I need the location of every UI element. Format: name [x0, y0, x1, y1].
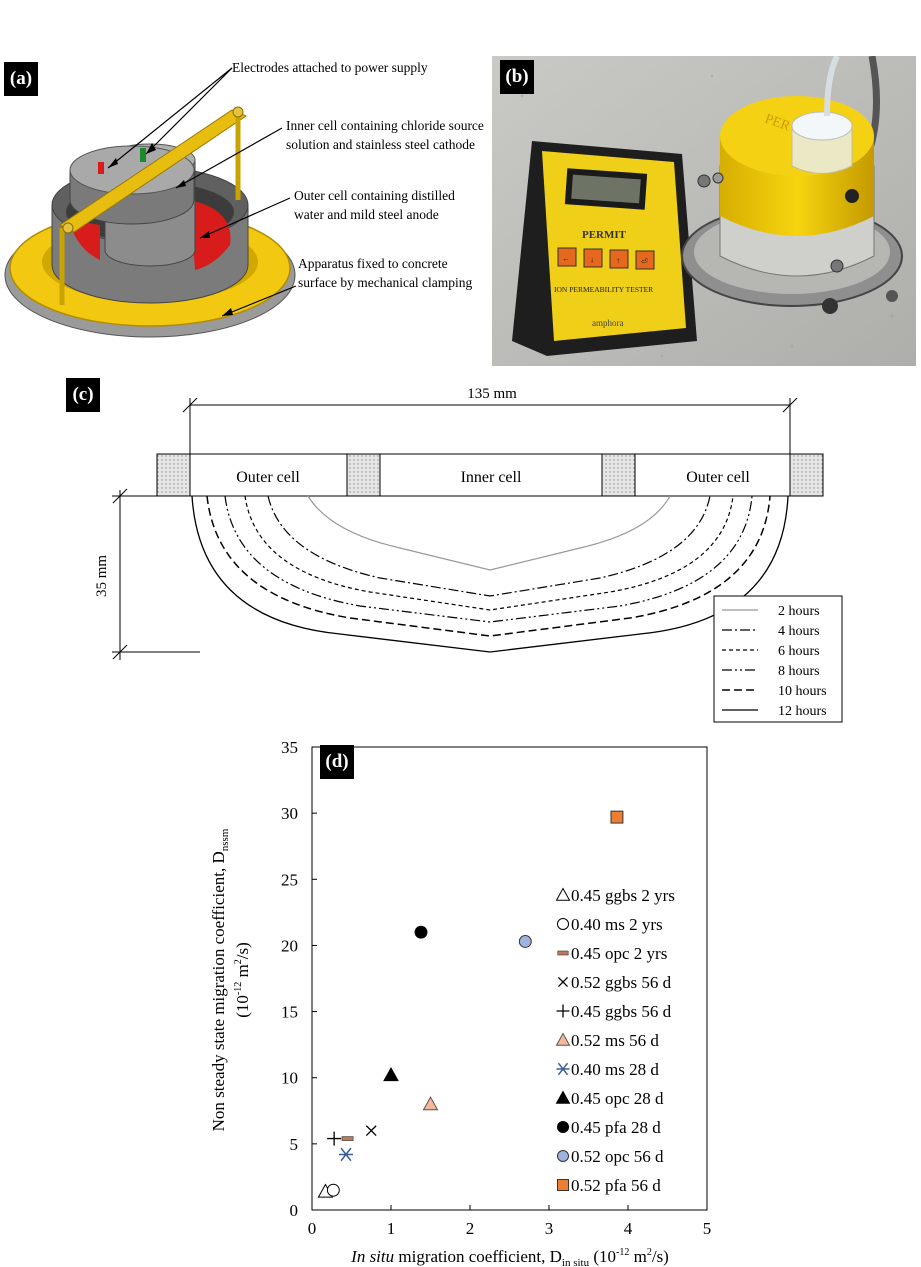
device-maker: amphora — [592, 318, 624, 328]
width-label: 135 mm — [467, 386, 517, 402]
callout-inner-cell-line1: Inner cell containing chloride source — [286, 118, 484, 133]
svg-text:Apparatus fixed to concrete — [298, 256, 473, 290]
panel-d-chart — [0, 730, 921, 1267]
y-tick-label: 30 — [281, 804, 298, 824]
y-tick-label: 0 — [289, 1201, 298, 1220]
legend-label: 0.40 ms 28 d — [571, 1060, 659, 1079]
legend-6-hours: 6 hours — [778, 644, 820, 659]
panel-c-diagram — [0, 370, 921, 730]
legend-label: 0.45 pfa 28 d — [571, 1118, 661, 1137]
y-axis-label-line1: Non steady state migration coefficient, $D_{nssm}$ — [209, 828, 231, 1132]
legend-label: 0.40 ms 2 yrs — [571, 915, 663, 934]
y-axis-label-line2: ($10^{-12}$ $m^2/s$) — [233, 942, 252, 1018]
x-tick-label: 3 — [544, 1219, 554, 1238]
panel-a-tag: (a) — [4, 62, 38, 96]
legend-label: 0.52 pfa 56 d — [571, 1176, 661, 1195]
cell-label-outer-right: Outer cell — [686, 469, 750, 486]
svg-text:↑: ↑ — [616, 256, 620, 265]
panel-b-tag: (b) — [500, 60, 534, 94]
legend-4-hours: 4 hours — [778, 624, 820, 639]
permit-device — [512, 141, 697, 356]
cell-label-outer-left: Outer cell — [236, 469, 300, 486]
data-point — [415, 926, 427, 938]
hours-legend — [714, 596, 842, 722]
svg-text:←: ← — [562, 254, 570, 263]
front-4-hours — [268, 496, 710, 596]
legend-marker — [557, 1121, 568, 1132]
front-6-hours — [245, 496, 733, 610]
legend-marker — [557, 1150, 568, 1161]
legend-label: 0.45 ggbs 2 yrs — [571, 886, 675, 905]
callout-electrodes: Electrodes attached to power supply — [232, 60, 428, 75]
electrode-green — [140, 148, 146, 162]
front-8-hours — [225, 496, 752, 622]
electrode-red — [98, 162, 104, 174]
y-tick-label: 35 — [281, 738, 298, 757]
callout-apparatus-line2: surface by mechanical clamping — [298, 275, 473, 290]
y-tick-label: 15 — [281, 1002, 298, 1022]
y-tick-label: 25 — [281, 870, 298, 890]
callout-inner-cell-line2: solution and stainless steel cathode — [286, 137, 475, 152]
x-tick-label: 5 — [702, 1219, 712, 1238]
front-2-hours — [308, 496, 670, 570]
legend-2-hours: 2 hours — [778, 604, 820, 619]
legend-label: 0.52 ms 56 d — [571, 1031, 659, 1050]
legend-label: 0.45 ggbs 56 d — [571, 1002, 672, 1021]
legend-marker — [557, 918, 568, 929]
legend-marker — [557, 1179, 568, 1190]
legend-10-hours: 10 hours — [778, 684, 827, 699]
panel-d-tag: (d) — [320, 745, 354, 779]
x-tick-label: 0 — [307, 1219, 317, 1238]
x-tick-label: 4 — [623, 1219, 633, 1238]
svg-text:Electrodes attached to power s — [232, 60, 428, 75]
front-12-hours — [192, 496, 788, 652]
legend-8-hours: 8 hours — [778, 664, 820, 679]
y-tick-label: 20 — [281, 936, 298, 956]
width-dimension — [183, 398, 797, 454]
device-subtitle: ION PERMEABILITY TESTER — [554, 285, 654, 294]
device-brand: PERMIT — [582, 229, 626, 241]
callout-outer-cell-line1: Outer cell containing distilled — [294, 188, 455, 203]
legend-label: 0.52 opc 56 d — [571, 1147, 664, 1166]
depth-label: 35 mm — [94, 554, 110, 598]
depth-dimension — [112, 489, 200, 660]
penetration-fronts — [192, 496, 788, 652]
legend-label: 0.52 ggbs 56 d — [571, 973, 672, 992]
legend-label: 0.45 opc 2 yrs — [571, 944, 668, 963]
panel-b-photo — [492, 56, 916, 366]
svg-text:⏎: ⏎ — [641, 257, 648, 266]
x-axis-label: In situ migration coefficient, $D_{in situ}$ ($10^{-12}$ $m^2/s$) — [351, 1247, 669, 1267]
svg-text:↓: ↓ — [590, 255, 594, 264]
callout-apparatus-line1: Apparatus fixed to concrete — [298, 256, 448, 271]
chart-legend — [557, 886, 675, 1195]
panel-a-diagram — [0, 50, 490, 350]
svg-text:Outer cell containing distille — [294, 188, 458, 222]
data-point — [327, 1184, 339, 1196]
legend-marker — [558, 951, 568, 955]
y-tick-label: 10 — [281, 1068, 298, 1088]
data-point — [342, 1137, 353, 1141]
svg-text:Inner cell containing chloride — [286, 118, 487, 152]
y-tick-label: 5 — [289, 1134, 298, 1154]
cell-label-inner: Inner cell — [460, 469, 522, 486]
panel-c-tag: (c) — [66, 378, 100, 412]
callout-outer-cell-line2: water and mild steel anode — [294, 207, 439, 222]
data-point — [519, 936, 531, 948]
x-tick-label: 1 — [386, 1219, 396, 1238]
legend-label: 0.45 opc 28 d — [571, 1089, 664, 1108]
legend-12-hours: 12 hours — [778, 704, 827, 719]
data-point — [611, 811, 623, 823]
cap-text: PER — [762, 111, 792, 135]
x-tick-label: 2 — [465, 1219, 475, 1238]
